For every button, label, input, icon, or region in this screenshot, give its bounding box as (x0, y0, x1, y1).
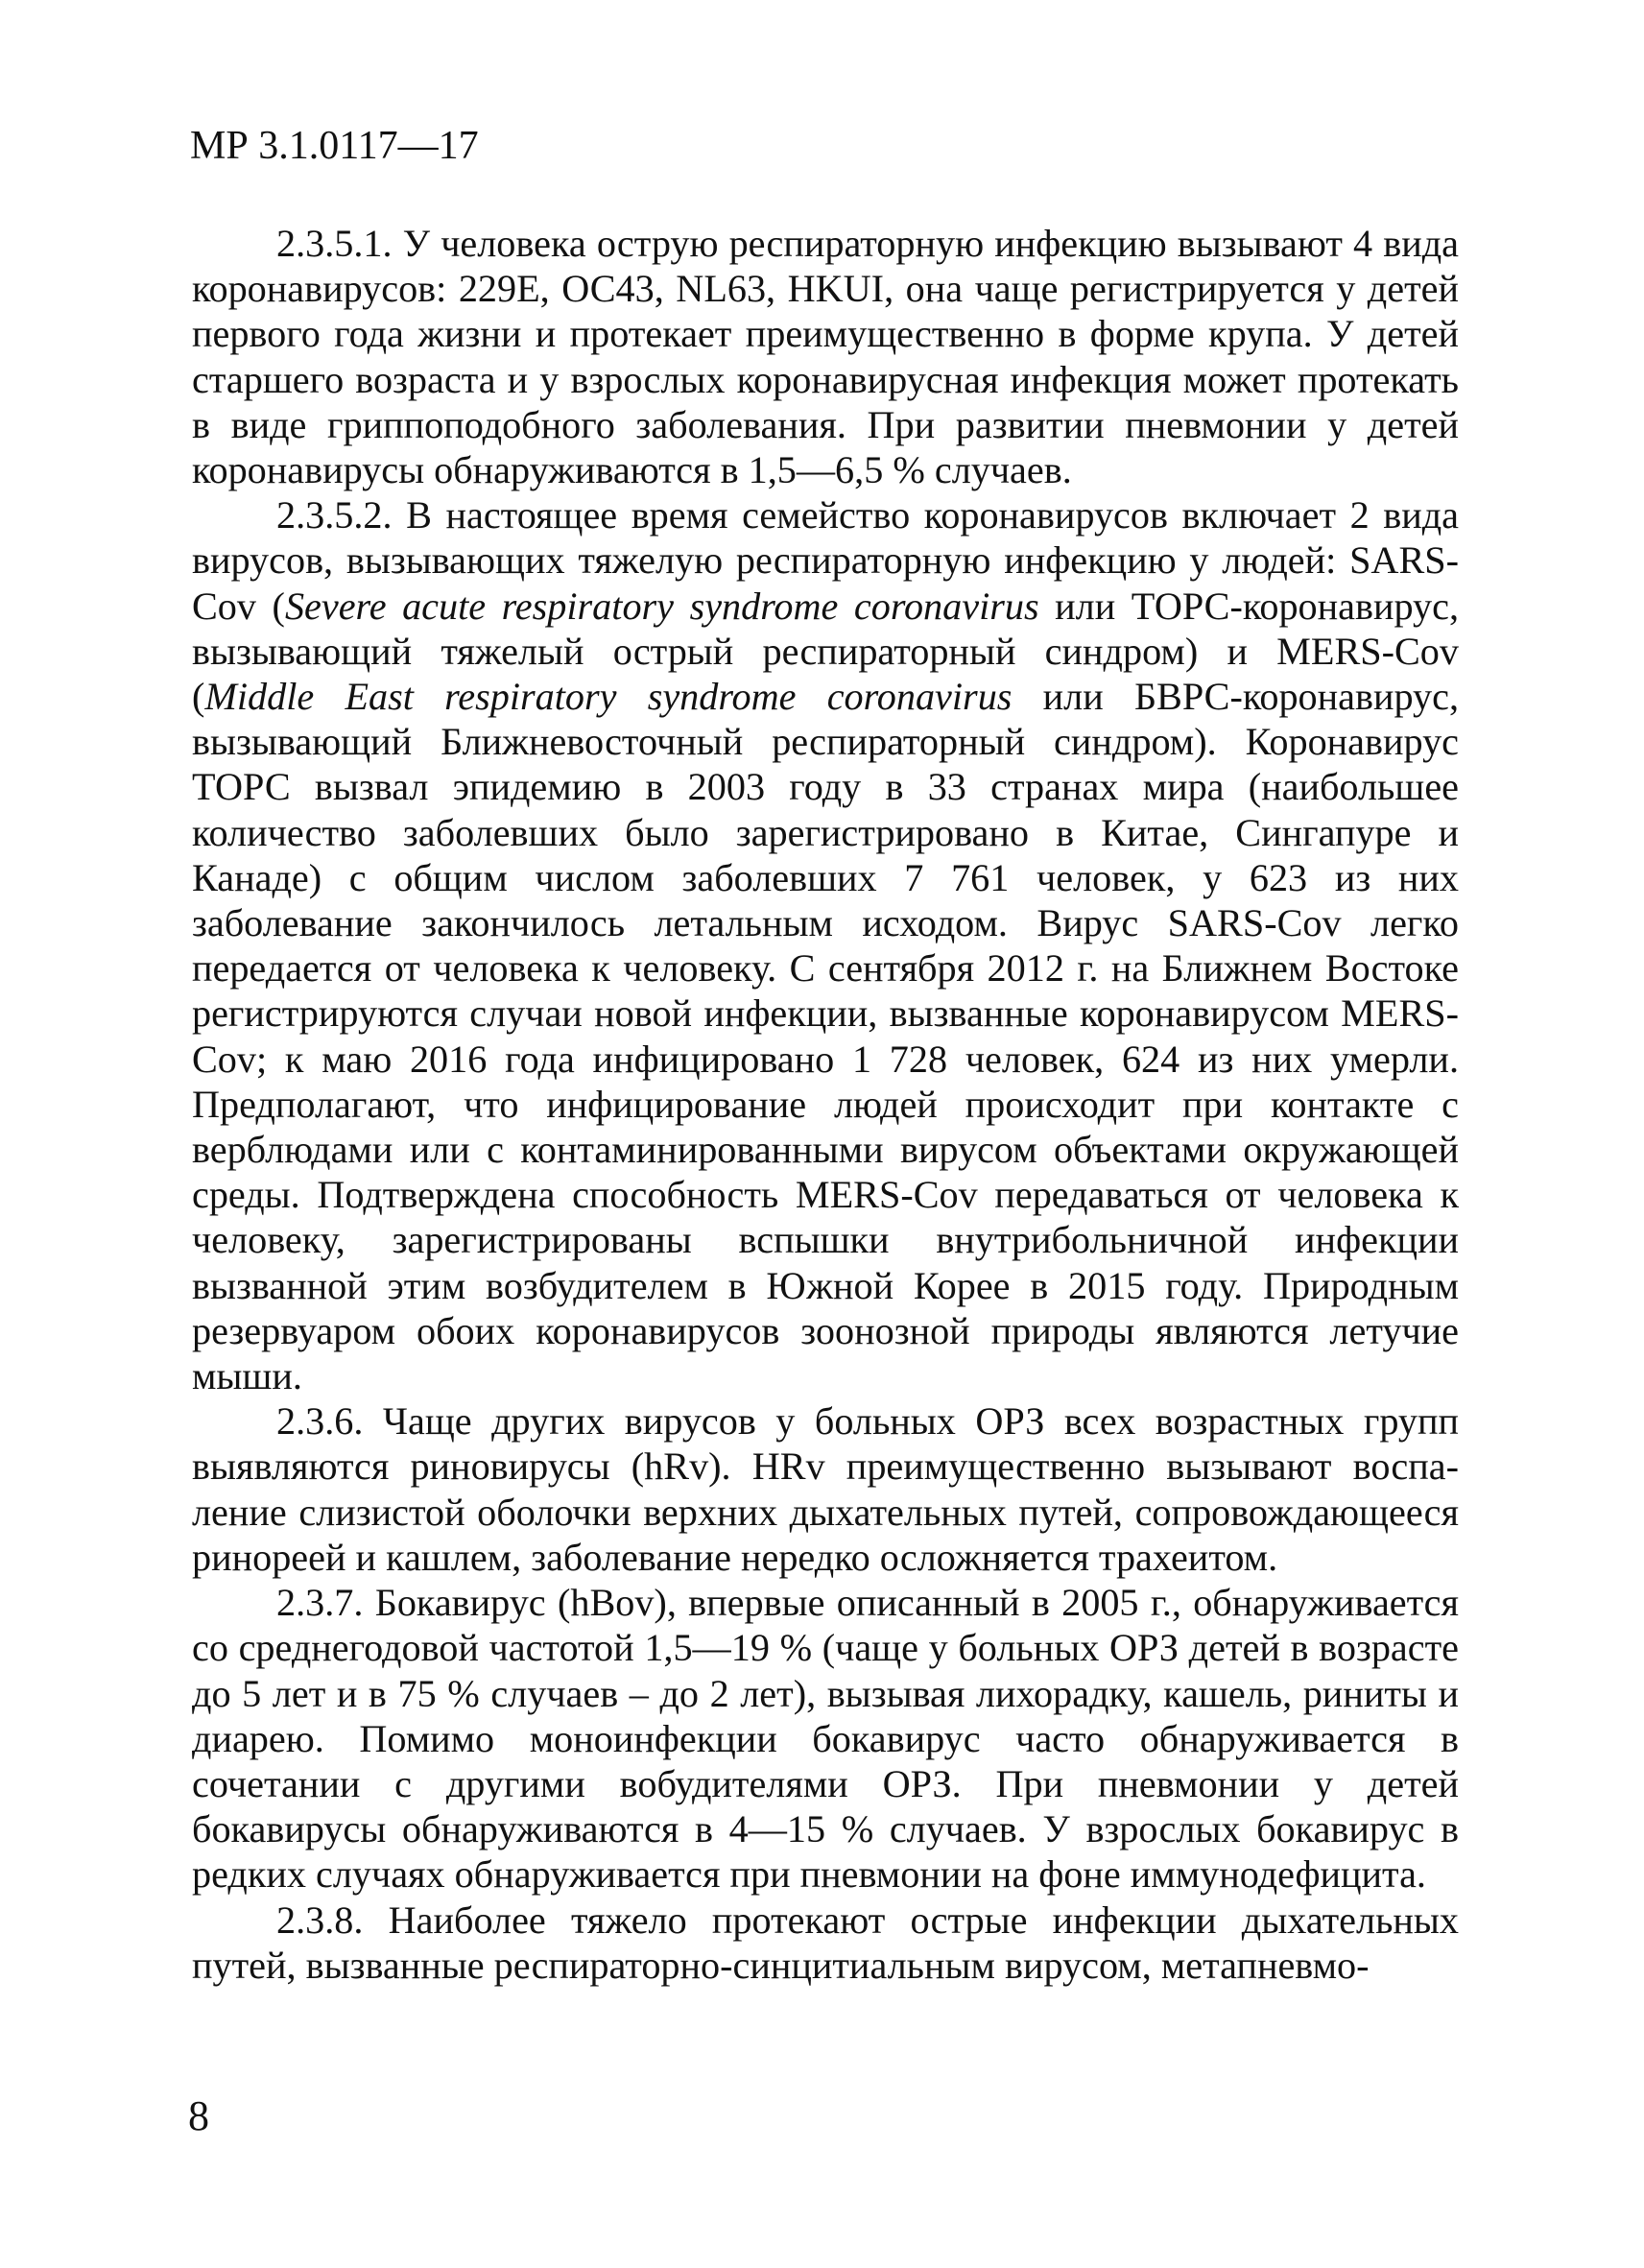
paragraph-number: 2.3.5.2. (276, 493, 393, 537)
paragraph-2-3-5-2 (192, 492, 1459, 1398)
paragraph-2-3-6 (192, 1398, 1459, 1580)
paragraph-text: или БВРС-коронавирус, вызывающий Ближневосточный респираторный синдром). Коронавирус ТОРС вызвал эпидемию в 2003 году в 33 странах мира (наибольшее количество заболевших было зарегистрировано в Китае, Сингапуре и Канаде) с общим числом заболевших 7 761 человек, у 623 из них заболевание закончилось летальным исходом. Вирус SARS-Cov легко передается от человека к человеку. С сентября 2012 г. на Ближнем Востоке регистрируются случаи новой инфекции, вызванные коронавирусом MERS-Cov; к маю 2016 года инфицировано 1 728 человек, 624 из них умерли. Предполагают, что инфицирование людей происходит при контакте с верблюдами или с контаминированными вирусом объектами окружающей среды. Подтверждена способность MERS-Cov передаваться от человека к человеку, зарегистрированы вспышки внутрибольничной инфекции вызванной этим возбудителем в Южной Корее в 2015 году. Природным резервуаром обоих коронавирусов зоонозной природы являются летучие мыши. (192, 675, 1459, 1398)
document-body (192, 221, 1459, 1988)
paragraph-2-3-5-1 (192, 221, 1459, 492)
paragraph-number: 2.3.5.1. (276, 222, 393, 265)
paragraph-number: 2.3.7. (276, 1581, 364, 1625)
latin-term-mers: Middle East respiratory syndrome coronavirus (204, 675, 1013, 719)
paragraph-text: Чаще других вирусов у больных ОРЗ всех возрастных групп выявляются риновирусы (hRv). HRv преимущественно вызывают воспаление слизистой оболочки верхних дыхательных путей, сопровождающееся ринореей и кашлем, заболевание нередко осложняется трахеитом. (192, 1399, 1459, 1579)
paragraph-2-3-7 (192, 1580, 1459, 1897)
paragraph-text: Наиболее тяжело протекают острые инфекции дыхательных путей, вызванные респираторно-синцитиальным вирусом, метапневмо- (192, 1898, 1459, 1987)
paragraph-number: 2.3.8. (276, 1898, 364, 1942)
paragraph-text: У человека острую респираторную инфекцию вызывают 4 вида коронавирусов: 229Е, ОС43, NL63, HKUI, она чаще регистрируется у детей первого года жизни и протекает преимущественно в форме крупа. У детей старшего возраста и у взрослых коронавирусная инфекция может протекать в виде гриппоподобного заболевания. При развитии пневмонии у детей коронавирусы обнаруживаются в 1,5—6,5 % случаев. (192, 222, 1459, 492)
paragraph-text: или ТОРС-коронавирус, вызывающий тяжелый острый респираторный синдром) и MERS-Cov ( (192, 584, 1460, 719)
paragraph-text: Бокавирус (hBov), впервые описанный в 2005 г., обнаруживается со среднегодовой частотой 1,5—19 % (чаще у больных ОРЗ детей в возрасте до 5 лет и в 75 % случаев – до 2 лет), вызывая лихорадку, кашель, риниты и диарею. Помимо моноинфекции бокавирус часто обнаруживается в сочетании с другими вобудителями ОРЗ. При пневмонии у детей бокавирусы обнаруживаются в 4—15 % случаев. У взрослых бокавирус в редких случаях обнаруживается при пневмонии на фоне иммунодефицита. (192, 1581, 1459, 1897)
paragraph-2-3-8 (192, 1898, 1459, 1988)
page-number: 8 (188, 2092, 209, 2139)
paragraph-number: 2.3.6. (276, 1399, 364, 1444)
paragraph-text: В настоящее время семейство коронавирусов включает 2 вида вирусов, вызывающих тяжелую респираторную инфекцию у людей: SARS-Cov ( (192, 493, 1459, 628)
latin-term-sars: Severe acute respiratory syndrome coronavirus (284, 584, 1039, 628)
document-code-header: МР 3.1.0117—17 (190, 124, 479, 168)
